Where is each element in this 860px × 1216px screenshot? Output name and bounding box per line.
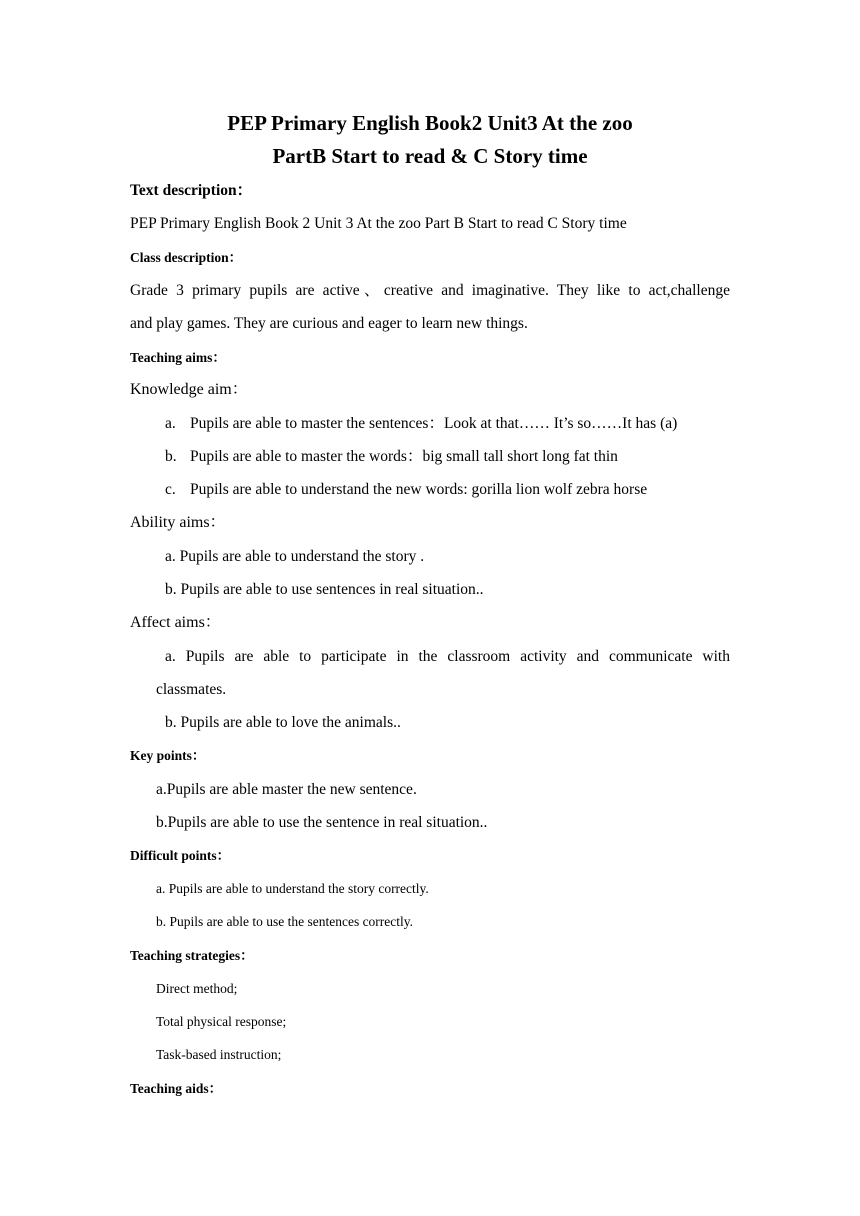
difficult-points-heading: Difficult points： [130, 848, 231, 863]
knowledge-item-c-marker: c. [165, 481, 176, 498]
affect-item-a-line-1: a. Pupils are able to participate in the classroom activity and communicate with [165, 648, 730, 665]
knowledge-item-a-text: Pupils are able to master the sentences：Look at that…… It’s so……It has (a) [190, 415, 678, 432]
class-description-line-2: and play games. They are curious and eager to learn new things. [130, 315, 528, 332]
class-description-line-1: Grade 3 primary pupils are active、creative and imaginative. They like to act,challenge [130, 282, 730, 299]
ability-item-b: b. Pupils are able to use sentences in real situation.. [165, 581, 484, 598]
knowledge-item-b-marker: b. [165, 448, 177, 465]
difficult-point-b: b. Pupils are able to use the sentences correctly. [156, 914, 414, 929]
strategy-item-task-based-instruction: Task-based instruction; [156, 1047, 282, 1062]
strategy-item-total-physical-response: Total physical response; [156, 1014, 287, 1029]
strategy-item-direct-method: Direct method; [156, 981, 238, 996]
teaching-strategies-heading: Teaching strategies： [130, 948, 254, 963]
text-description-content: PEP Primary English Book 2 Unit 3 At the zoo Part B Start to read C Story time [130, 215, 627, 232]
key-points-heading: Key points： [130, 748, 206, 763]
affect-item-a-line-2: classmates. [156, 681, 227, 698]
teaching-aims-heading: Teaching aims： [130, 350, 226, 365]
text-description-heading: Text description： [130, 182, 253, 199]
teaching-aids-heading: Teaching aids： [130, 1081, 223, 1096]
knowledge-item-b-text: Pupils are able to master the words：big small tall short long fat thin [190, 448, 618, 465]
class-description-heading: Class description： [130, 250, 243, 265]
key-point-b: b.Pupils are able to use the sentence in real situation.. [156, 814, 488, 831]
knowledge-item-a-marker: a. [165, 415, 176, 432]
difficult-point-a: a. Pupils are able to understand the story correctly. [156, 881, 429, 896]
key-point-a: a.Pupils are able master the new sentence. [156, 781, 417, 798]
ability-aims-heading: Ability aims： [130, 514, 226, 531]
affect-item-b: b. Pupils are able to love the animals.. [165, 714, 401, 731]
affect-aims-heading: Affect aims： [130, 614, 221, 631]
document-title-line-1: PEP Primary English Book2 Unit3 At the zoo [227, 111, 633, 135]
ability-item-a: a. Pupils are able to understand the story . [165, 548, 425, 565]
knowledge-item-c-text: Pupils are able to understand the new words: gorilla lion wolf zebra horse [190, 481, 648, 498]
knowledge-aim-heading: Knowledge aim： [130, 381, 248, 398]
document-title-line-2: PartB Start to read & C Story time [272, 144, 588, 168]
